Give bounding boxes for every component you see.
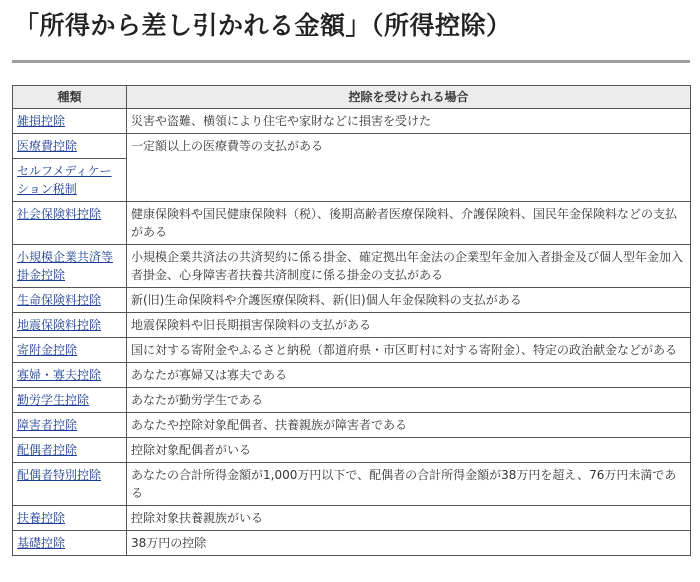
table-row (13, 245, 691, 288)
page-title: 「所得から差し引かれる金額」（所得控除） (14, 11, 512, 40)
table-row (13, 202, 691, 245)
deduction-kind-cell (13, 313, 127, 338)
condition-cell: あなたの合計所得金額が1,000万円以下で、配偶者の合計所得金額が38万円を超え、76万円未満である (127, 463, 691, 506)
deduction-link-zasson[interactable]: 雑損控除 (17, 114, 66, 128)
deduction-kind-cell (13, 531, 127, 556)
deduction-kind-cell (13, 288, 127, 313)
condition-cell: 38万円の控除 (127, 531, 691, 556)
deduction-kind-cell (13, 134, 127, 159)
table-row (13, 109, 691, 134)
table-row (13, 288, 691, 313)
deduction-link-jishin-hoken[interactable]: 地震保険料控除 (17, 318, 102, 332)
deduction-link-fuyou[interactable]: 扶養控除 (17, 511, 66, 525)
deduction-link-kafu[interactable]: 寡婦・寡夫控除 (17, 368, 102, 382)
table-row (13, 463, 691, 506)
condition-cell: 控除対象扶養親族がいる (127, 506, 691, 531)
deduction-kind-cell (13, 506, 127, 531)
deduction-link-iryouhi[interactable]: 医療費控除 (17, 139, 78, 153)
deduction-link-haigusha-tokubetsu[interactable]: 配偶者特別控除 (17, 468, 102, 482)
deduction-kind-cell (13, 463, 127, 506)
condition-cell: 一定額以上の医療費等の支払がある (127, 134, 691, 202)
deduction-kind-cell (13, 245, 127, 288)
deduction-kind-cell (13, 109, 127, 134)
table-row (13, 338, 691, 363)
condition-cell: 小規模企業共済法の共済契約に係る掛金、確定拠出年金法の企業型年金加入者掛金及び個人型年金加入者掛金、心身障害者扶養共済制度に係る掛金の支払がある (127, 245, 691, 288)
table-row (13, 363, 691, 388)
deduction-link-shoukibo-kigyou[interactable]: 小規模企業共済等掛金控除 (17, 250, 114, 282)
table-row (13, 134, 691, 159)
deduction-kind-cell (13, 438, 127, 463)
deduction-link-haigusha[interactable]: 配偶者控除 (17, 443, 78, 457)
table-row (13, 506, 691, 531)
deduction-kind-cell (13, 338, 127, 363)
table-row (13, 438, 691, 463)
deduction-kind-cell (13, 202, 127, 245)
deduction-kind-cell (13, 388, 127, 413)
condition-cell: 控除対象配偶者がいる (127, 438, 691, 463)
table-header-row (13, 86, 691, 109)
table-row (13, 313, 691, 338)
deduction-link-shougaisha[interactable]: 障害者控除 (17, 418, 78, 432)
table-row (13, 388, 691, 413)
table-row (13, 531, 691, 556)
deduction-link-kifukin[interactable]: 寄附金控除 (17, 343, 78, 357)
deduction-link-shakai-hoken[interactable]: 社会保険料控除 (17, 207, 102, 221)
condition-cell: 国に対する寄附金やふるさと納税（都道府県・市区町村に対する寄附金）、特定の政治献金などがある (127, 338, 691, 363)
deduction-table (12, 85, 691, 556)
deduction-kind-cell (13, 159, 127, 202)
condition-cell: 健康保険料や国民健康保険料（税）、後期高齢者医療保険料、介護保険料、国民年金保険料などの支払がある (127, 202, 691, 245)
column-header-kind: 種類 (13, 86, 127, 109)
deduction-kind-cell (13, 413, 127, 438)
condition-cell: 地震保険料や旧長期損害保険料の支払がある (127, 313, 691, 338)
deduction-link-kiso[interactable]: 基礎控除 (17, 536, 66, 550)
condition-cell: あなたが寡婦又は寡夫である (127, 363, 691, 388)
deduction-link-self-medication[interactable]: セルフメディケーション税制 (17, 164, 112, 196)
deduction-link-kinrou-gakusei[interactable]: 勤労学生控除 (17, 393, 90, 407)
title-divider (12, 60, 690, 63)
table-row (13, 413, 691, 438)
deduction-kind-cell (13, 363, 127, 388)
condition-cell: あなたや控除対象配偶者、扶養親族が障害者である (127, 413, 691, 438)
condition-cell: 災害や盗難、横領により住宅や家財などに損害を受けた (127, 109, 691, 134)
condition-cell: 新(旧)生命保険料や介護医療保険料、新(旧)個人年金保険料の支払がある (127, 288, 691, 313)
column-header-condition: 控除を受けられる場合 (127, 86, 691, 109)
deduction-link-seimei-hoken[interactable]: 生命保険料控除 (17, 293, 102, 307)
condition-cell: あなたが勤労学生である (127, 388, 691, 413)
